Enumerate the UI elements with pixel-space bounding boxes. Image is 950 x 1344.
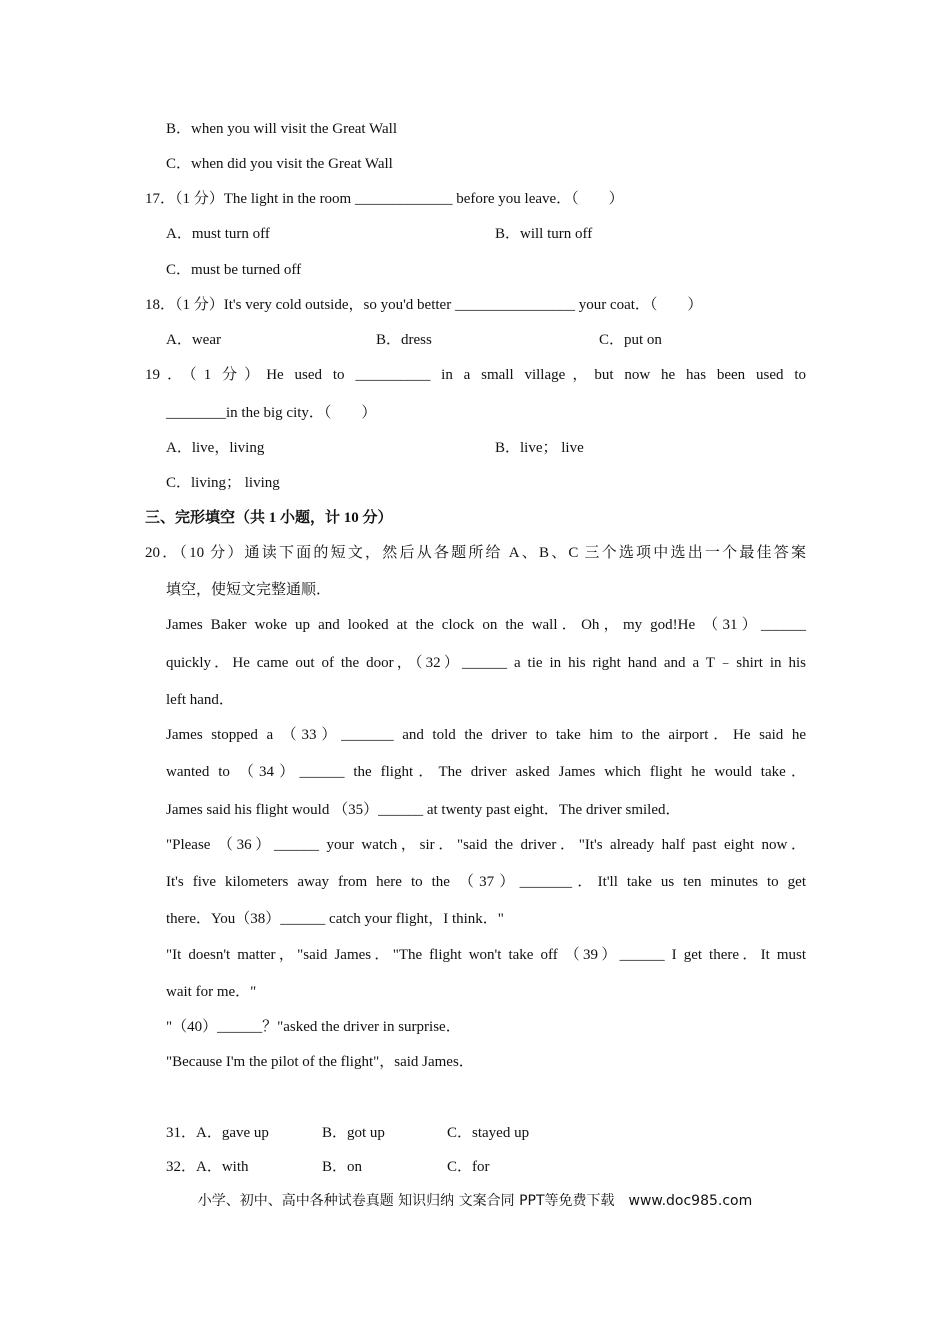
passage-line bbox=[166, 835, 806, 855]
q17-option-c: C．must be turned off bbox=[166, 262, 302, 278]
q19-option-a: A．live，living bbox=[166, 440, 265, 456]
q19-stem-line1-text: 19．（1 分）He used to __________ in a small village，but now he has been used to bbox=[145, 367, 806, 383]
option-b: B．got up bbox=[322, 1125, 385, 1141]
q16-option-b: B．when you will visit the Great Wall bbox=[166, 121, 397, 137]
option-row-32 bbox=[166, 1157, 249, 1177]
q17-option-a: A．must turn off bbox=[166, 226, 270, 242]
option-row-31 bbox=[166, 1123, 269, 1143]
q18-stem: 18．（1 分）It's very cold outside，so you'd better ________________ your coat．（ ） bbox=[145, 297, 703, 313]
passage-line: there．You（38）______ catch your flight，I think．" bbox=[166, 911, 504, 927]
passage-line: James said his flight would （35）______ at twenty past eight．The driver smiled． bbox=[166, 802, 681, 818]
passage-text: "Please （36）______ your watch，sir．"said the driver．"It's already half past eight now． bbox=[166, 837, 806, 853]
passage-text: It's five kilometers away from here to the （37）_______．It'll take us ten minutes to get bbox=[166, 874, 806, 890]
q16-option-c: C．when did you visit the Great Wall bbox=[166, 156, 393, 172]
passage-line bbox=[166, 725, 806, 745]
passage-line bbox=[166, 945, 806, 965]
q18-option-b: B．dress bbox=[376, 332, 432, 348]
q18-option-c: C．put on bbox=[599, 332, 662, 348]
passage-text: quickly．He came out of the door，（32）______ a tie in his right hand and a T﹣shirt in his bbox=[166, 655, 806, 671]
page-footer: 小学、初中、高中各种试卷真题 知识归纳 文案合同 PPT等免费下载 www.doc985.com bbox=[197, 1193, 753, 1209]
option-number: 32． bbox=[166, 1159, 197, 1175]
passage-text: "It doesn't matter，"said James．"The flight won't take off （39）______ I get there．It must bbox=[166, 947, 806, 963]
passage-line bbox=[166, 653, 806, 673]
q20-stem-line1-text: 20．（10 分）通读下面的短文，然后从各题所给 A、B、C 三个选项中选出一个最佳答案 bbox=[145, 545, 806, 561]
option-c: C．for bbox=[447, 1159, 490, 1175]
passage-text: James stopped a （33）_______ and told the driver to take him to the airport．He said he bbox=[166, 727, 806, 743]
q19-option-b: B．live； live bbox=[495, 440, 584, 456]
passage-line: left hand． bbox=[166, 692, 234, 708]
q17-stem: 17．（1 分）The light in the room _____________ before you leave．（ ） bbox=[145, 191, 624, 207]
passage-text: James Baker woke up and looked at the clock on the wall．Oh，my god!He （31）______ bbox=[166, 617, 806, 633]
option-a: A．gave up bbox=[196, 1125, 269, 1141]
q20-stem-line1 bbox=[145, 543, 806, 563]
option-b: B．on bbox=[322, 1159, 363, 1175]
option-c: C．stayed up bbox=[447, 1125, 530, 1141]
q19-stem-line2: ________in the big city．（ ） bbox=[166, 405, 377, 421]
passage-text: wanted to （34）______ the flight．The driver asked James which flight he would take． bbox=[166, 764, 806, 780]
passage-line bbox=[166, 762, 806, 782]
q18-option-a: A．wear bbox=[166, 332, 221, 348]
option-a: A．with bbox=[196, 1159, 249, 1175]
passage-line: "Because I'm the pilot of the flight"，said James． bbox=[166, 1054, 474, 1070]
passage-line bbox=[166, 872, 806, 892]
passage-line: "（40）______？"asked the driver in surprise． bbox=[166, 1019, 461, 1035]
q17-option-b: B．will turn off bbox=[495, 226, 593, 242]
section-heading: 三、完形填空（共 1 小题，计 10 分） bbox=[145, 510, 393, 526]
option-number: 31． bbox=[166, 1125, 197, 1141]
passage-line: wait for me．" bbox=[166, 984, 257, 1000]
passage-line bbox=[166, 615, 806, 635]
q20-stem-line2: 填空，使短文完整通顺． bbox=[166, 582, 332, 598]
q19-stem-line1 bbox=[145, 365, 806, 385]
q19-option-c: C．living； living bbox=[166, 475, 280, 491]
